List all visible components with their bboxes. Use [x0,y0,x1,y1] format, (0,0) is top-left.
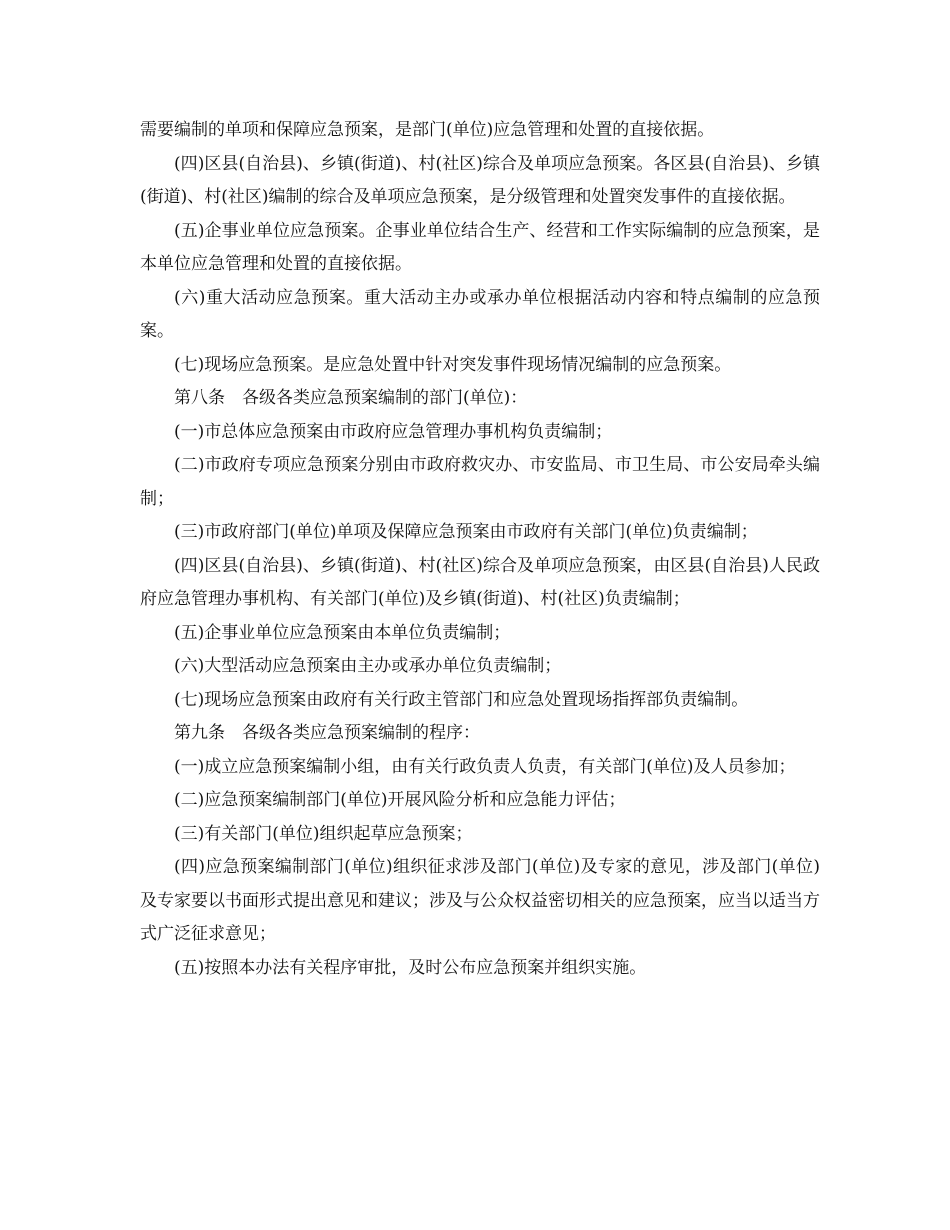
paragraph: (三)市政府部门(单位)单项及保障应急预案由市政府有关部门(单位)负责编制； [174,522,758,542]
paragraph: (五)企事业单位应急预案由本单位负责编制； [174,622,511,643]
document-body [140,114,820,985]
paragraph: (六)大型活动应急预案由主办或承办单位负责编制； [174,656,562,676]
paragraph: (四)应急预案编制部门(单位)组织征求涉及部门(单位)及专家的意见，涉及部门(单位)及专家要以书面形式提出意见和建议；涉及与公众权益密切相关的应急预案，应当以适当方式广泛征求意见； [140,857,820,944]
article-heading: 第八条 各级各类应急预案编制的部门(单位)： [174,388,528,408]
paragraph: 需要编制的单项和保障应急预案，是部门(单位)应急管理和处置的直接依据。 [140,120,715,140]
paragraph: (一)市总体应急预案由市政府应急管理办事机构负责编制； [174,421,613,442]
paragraph: (一)成立应急预案编制小组，由有关行政负责人负责，有关部门(单位)及人员参加； [174,756,796,777]
paragraph: (七)现场应急预案。是应急处置中针对突发事件现场情况编制的应急预案。 [174,354,732,375]
paragraph: (五)按照本办法有关程序审批，及时公布应急预案并组织实施。 [174,957,647,978]
article-heading: 第九条 各级各类应急预案编制的程序： [174,723,480,743]
paragraph: (二)市政府专项应急预案分别由市政府救灾办、市安监局、市卫生局、市公安局牵头编制； [140,455,820,509]
paragraph: (七)现场应急预案由政府有关行政主管部门和应急处置现场指挥部负责编制。 [174,689,749,710]
paragraph: (五)企事业单位应急预案。企事业单位结合生产、经营和工作实际编制的应急预案，是本单位应急管理和处置的直接依据。 [140,220,820,274]
paragraph: (六)重大活动应急预案。重大活动主办或承办单位根据活动内容和特点编制的应急预案。 [140,287,820,341]
paragraph: (二)应急预案编制部门(单位)开展风险分析和应急能力评估； [174,790,626,810]
paragraph: (四)区县(自治县)、乡镇(街道)、村(社区)综合及单项应急预案，由区县(自治县)人民政府应急管理办事机构、有关部门(单位)及乡镇(街道)、村(社区)负责编制； [140,555,820,609]
paragraph: (三)有关部门(单位)组织起草应急预案； [174,823,473,844]
paragraph: (四)区县(自治县)、乡镇(街道)、村(社区)综合及单项应急预案。各区县(自治县)、乡镇(街道)、村(社区)编制的综合及单项应急预案，是分级管理和处置突发事件的直接依据。 [140,153,820,207]
